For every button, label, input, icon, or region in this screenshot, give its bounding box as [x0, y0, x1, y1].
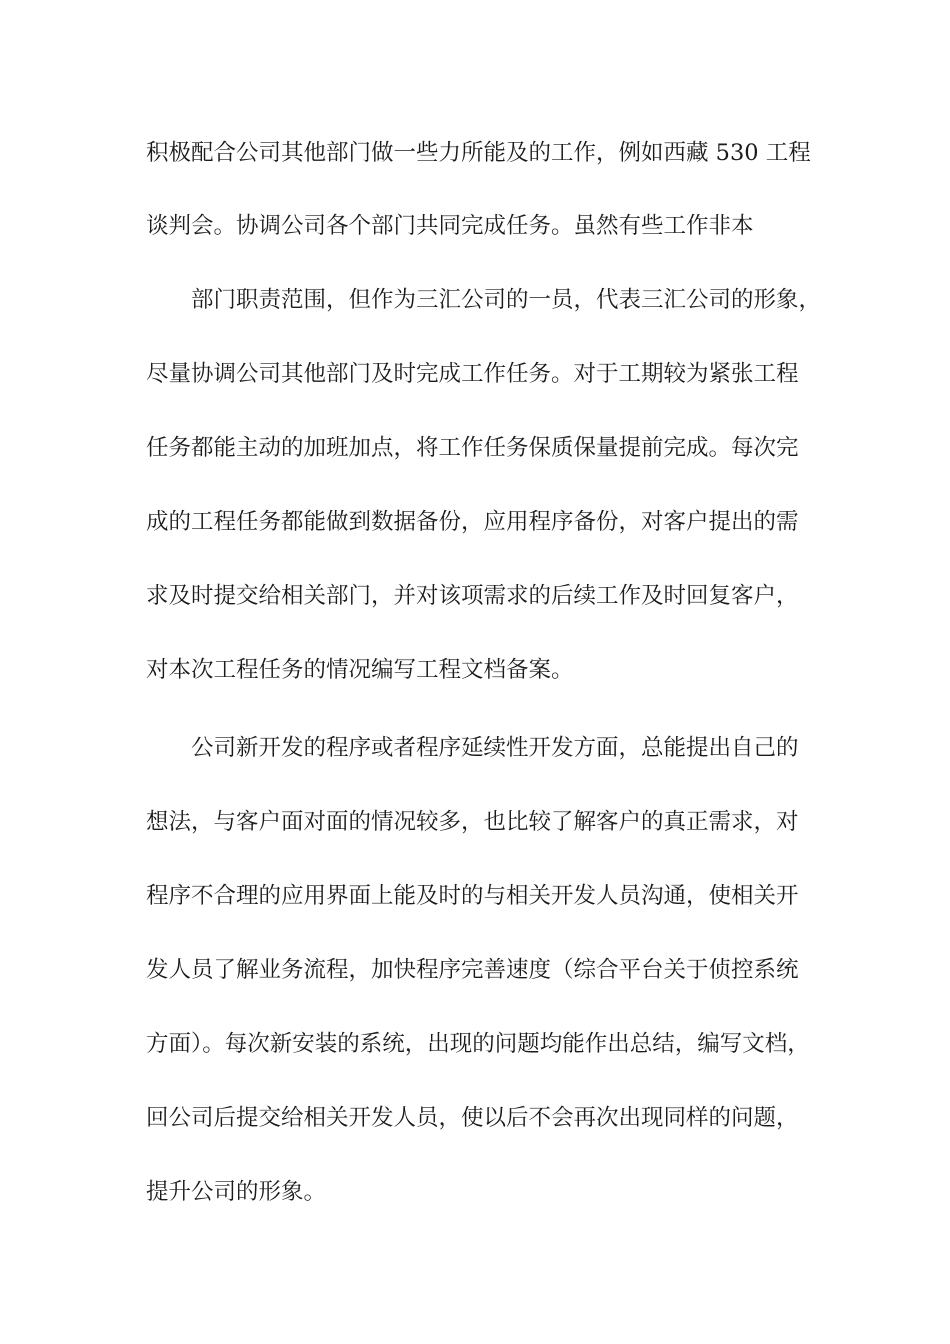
text-line: 提升公司的形象。 — [146, 1179, 327, 1205]
text-line: 程序不合理的应用界面上能及时的与相关开发人员沟通，使相关开 — [146, 883, 799, 909]
text-line: 成的工程任务都能做到数据备份，应用程序备份，对客户提出的需 — [146, 509, 799, 535]
text-line: 对本次工程任务的情况编写工程文档备案。 — [146, 657, 574, 683]
text-line: 发人员了解业务流程，加快程序完善速度（综合平台关于侦控系统 — [146, 957, 799, 983]
text-line: 求及时提交给相关部门，并对该项需求的后续工作及时回复客户， — [146, 583, 799, 609]
text-line: 方面）。每次新安装的系统，出现的问题均能作出总结，编写文档， — [146, 1031, 810, 1057]
text-line: 积极配合公司其他部门做一些力所能及的工作，例如西藏 530 工程 — [146, 140, 811, 166]
text-line: 任务都能主动的加班加点，将工作任务保质保量提前完成。每次完 — [146, 435, 799, 461]
paragraph-first-line: 公司新开发的程序或者程序延续性开发方面，总能提出自己的 — [191, 735, 799, 761]
text-line: 回公司后提交给相关开发人员，使以后不会再次出现同样的问题， — [146, 1105, 799, 1131]
text-line: 想法，与客户面对面的情况较多，也比较了解客户的真正需求，对 — [146, 809, 799, 835]
paragraph-first-line: 部门职责范围，但作为三汇公司的一员，代表三汇公司的形象， — [191, 287, 822, 313]
text-line: 尽量协调公司其他部门及时完成工作任务。对于工期较为紧张工程 — [146, 361, 799, 387]
text-line: 谈判会。协调公司各个部门共同完成任务。虽然有些工作非本 — [146, 213, 754, 239]
